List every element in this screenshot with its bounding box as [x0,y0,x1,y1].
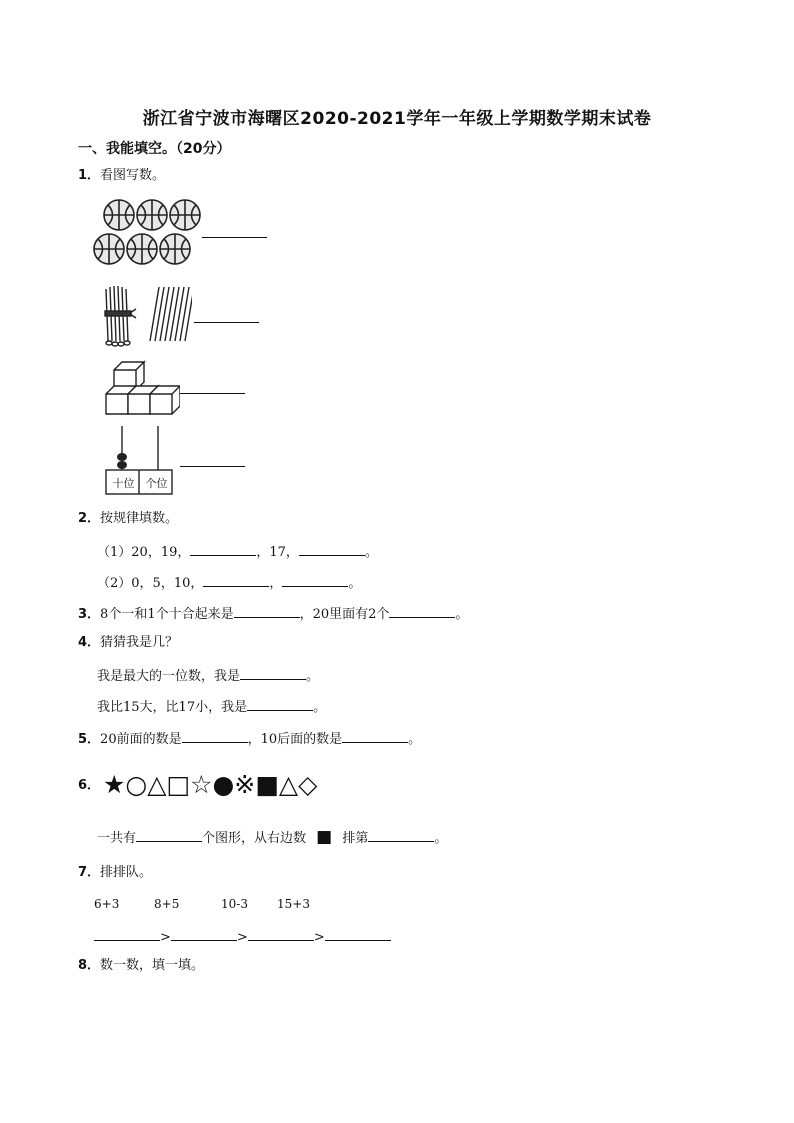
answer-blank[interactable] [234,603,300,618]
question-6 [78,777,100,795]
answer-blank[interactable] [247,696,313,711]
basketball-icon [94,234,124,264]
question-number: 5． [78,732,101,747]
answer-blank[interactable] [342,728,408,743]
answer-blank[interactable] [171,926,237,941]
single-sticks-icon [150,287,192,341]
q4-line-2-text: 我比15大，比17小，我是 [97,700,248,715]
expression: 8+5 [154,897,180,911]
q4-line-2 [97,696,326,717]
question-text: 看图写数。 [100,168,166,183]
answer-blank[interactable] [248,926,314,941]
question-3 [78,603,468,624]
answer-blank[interactable] [202,237,267,238]
answer-blank[interactable] [136,827,202,842]
q2-line-2-mid: ， [269,576,283,591]
q2-line-1-end: 。 [364,545,378,560]
q2-line-2 [97,572,361,593]
basketball-icon [170,200,200,230]
answer-blank[interactable] [325,926,391,941]
q5-part-3: 。 [408,732,422,747]
page-title: 浙江省宁波市海曙区2020-2021学年一年级上学期数学期末试卷 [142,109,652,129]
question-number: 6． [78,778,101,793]
cubes-figure [104,358,180,418]
expression: 15+3 [277,897,310,911]
basketball-icon [127,234,157,264]
question-1 [78,167,165,185]
answer-blank[interactable] [180,466,245,467]
question-2 [78,510,178,528]
question-4 [78,634,178,652]
answer-blank[interactable] [182,728,248,743]
answer-blank[interactable] [190,541,256,556]
abacus-ones-label: 个位 [145,477,168,490]
q4-line-1-text: 我是最大的一位数，我是 [97,669,241,684]
black-square-icon: ■ [316,827,333,847]
q3-part-1: 8个一和1个十合起来是 [100,607,234,622]
question-text: 排排队。 [100,865,153,880]
section-heading: 一、我能填空。（20分） [78,141,231,157]
q5-part-1: 20前面的数是 [100,732,182,747]
answer-blank[interactable] [368,827,434,842]
question-text: 数一数，填一填。 [100,958,205,973]
question-number: 3． [78,607,101,622]
basketball-icon [137,200,167,230]
q6-part-4: 。 [434,831,448,846]
expression: 6+3 [94,897,120,911]
stick-bundle-icon [105,286,136,346]
answer-blank[interactable] [203,572,269,587]
answer-blank[interactable] [282,572,348,587]
q6-part-3: 排第 [342,831,369,846]
answer-blank[interactable] [194,322,259,323]
q6-part-2: 个图形，从右边数 [202,831,307,846]
answer-blank[interactable] [299,541,365,556]
question-7 [78,864,152,882]
q2-line-1-mid: ，17， [256,545,299,560]
q6-line [97,827,447,848]
abacus-bead-icon [117,453,127,469]
question-8 [78,957,204,975]
question-text: 按规律填数。 [100,511,179,526]
q3-part-2: ，20里面有2个 [299,607,390,622]
answer-blank[interactable] [180,393,245,394]
ordering-line [94,926,391,947]
question-number: 2． [78,511,101,526]
answer-blank[interactable] [389,603,455,618]
abacus-tens-label: 十位 [112,477,135,490]
q4-line-2-end: 。 [313,700,327,715]
expression: 10-3 [221,897,248,911]
q2-line-1 [97,541,378,562]
q4-line-1-end: 。 [306,669,320,684]
q3-part-3: 。 [455,607,469,622]
q4-line-1 [97,665,319,686]
question-number: 8． [78,958,101,973]
q2-line-2-prefix: （2）0，5，10， [97,576,204,591]
basketball-icon [160,234,190,264]
question-5 [78,728,421,749]
question-number: 1． [78,168,101,183]
basketball-icon [104,200,134,230]
basketballs-figure [92,198,204,268]
q2-line-1-prefix: （1）20，19， [97,545,191,560]
question-text: 猜猜我是几？ [100,635,179,650]
question-number: 7． [78,865,101,880]
q5-part-2: ，10后面的数是 [247,732,343,747]
q6-part-1: 一共有 [97,831,137,846]
q2-line-2-end: 。 [348,576,362,591]
cube-icon [150,386,180,414]
shapes-sequence: ★○△□☆●※■△◇ [103,770,318,799]
question-number: 4． [78,635,101,650]
answer-blank[interactable] [240,665,306,680]
greater-than-sign: > [236,930,248,945]
greater-than-sign: > [313,930,325,945]
sticks-figure [100,283,192,349]
greater-than-sign: > [160,930,171,945]
answer-blank[interactable] [94,926,160,941]
